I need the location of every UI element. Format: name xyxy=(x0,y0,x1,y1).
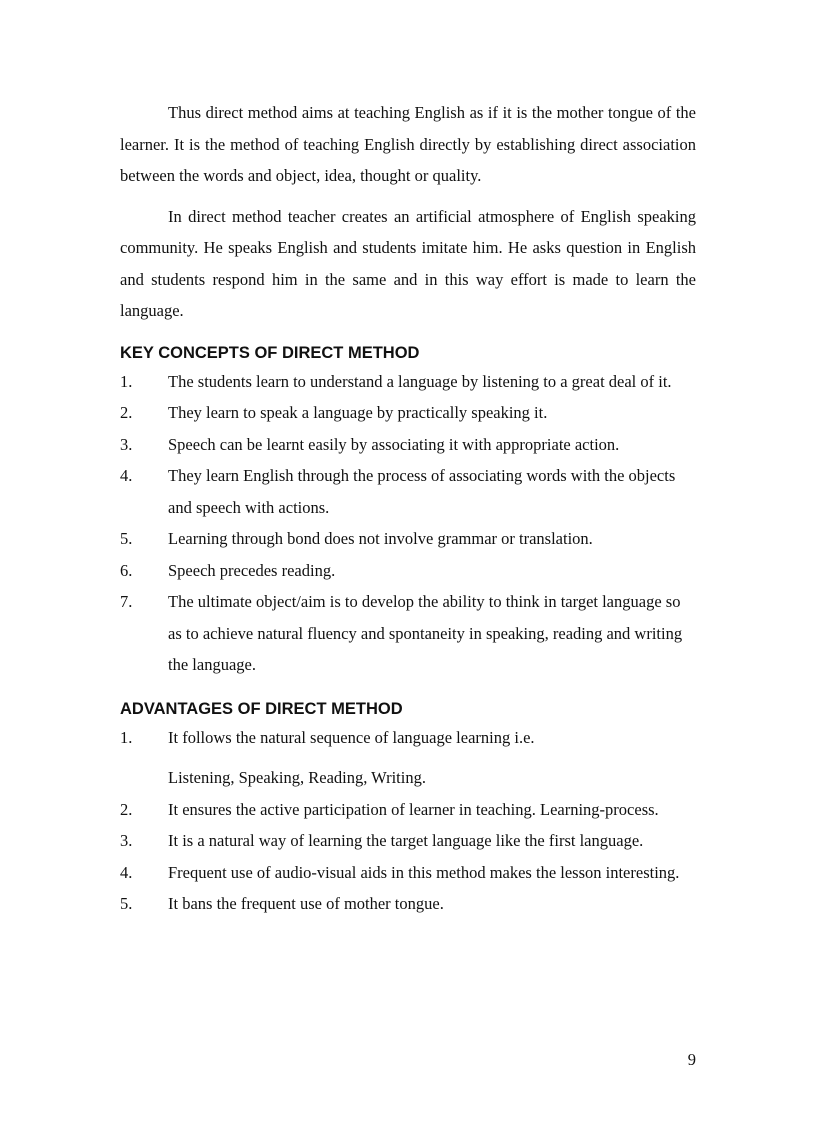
key-concepts-list xyxy=(120,366,696,681)
list-item-text: Speech precedes reading. xyxy=(168,560,336,580)
list-item-number: 6. xyxy=(120,560,133,580)
body-paragraph: In direct method teacher creates an artificial atmosphere of English speaking community. He speaks English and students imitate him. He asks question in English and students respond him in the same and in this way effort is made to learn the language. xyxy=(120,206,696,320)
list-item-text: Frequent use of audio-visual aids in this method makes the lesson interesting. xyxy=(168,862,680,882)
body-paragraph: Thus direct method aims at teaching English as if it is the mother tongue of the learner. It is the method of teaching English directly by establishing direct association between the words and object, idea, thought or quality. xyxy=(120,103,696,185)
list-item xyxy=(120,366,696,398)
list-item-text: Speech can be learnt easily by associating it with appropriate action. xyxy=(168,434,620,454)
list-item xyxy=(120,794,696,826)
list-item-subtext: Listening, Speaking, Reading, Writing. xyxy=(168,768,426,787)
list-item-text: It is a natural way of learning the target language like the first language. xyxy=(168,831,644,850)
section-heading-advantages: ADVANTAGES OF DIRECT METHOD xyxy=(120,699,403,718)
list-item-number: 3. xyxy=(120,831,133,850)
list-item-text: The students learn to understand a language by listening to a great deal of it. xyxy=(168,371,672,391)
document-page xyxy=(120,97,696,920)
list-item-number: 2. xyxy=(120,799,133,819)
list-item xyxy=(120,555,696,587)
list-item-number: 2. xyxy=(120,403,133,422)
list-item-text: It bans the frequent use of mother tongue. xyxy=(168,894,444,913)
list-item-number: 4. xyxy=(120,466,133,485)
list-item-text-group xyxy=(168,722,688,794)
list-item-number: 4. xyxy=(120,862,133,882)
advantages-list xyxy=(120,722,696,920)
list-item-number: 3. xyxy=(120,434,133,454)
list-item xyxy=(120,888,696,920)
list-item-text: The ultimate object/aim is to develop the ability to think in target language so as to achieve natural fluency and spontaneity in speaking, reading and writing the language. xyxy=(168,592,683,674)
list-item-number: 5. xyxy=(120,529,133,548)
list-item xyxy=(120,523,696,555)
list-item xyxy=(120,825,696,857)
list-item-text: It ensures the active participation of learner in teaching. Learning-process. xyxy=(168,799,659,819)
list-item xyxy=(120,460,696,523)
list-item xyxy=(120,586,696,681)
list-item-text: It follows the natural sequence of language learning i.e. xyxy=(168,727,535,747)
list-item xyxy=(120,857,696,889)
list-item xyxy=(120,722,696,794)
list-item xyxy=(120,397,696,429)
section-heading-key-concepts: KEY CONCEPTS OF DIRECT METHOD xyxy=(120,343,420,362)
list-item-text: Learning through bond does not involve grammar or translation. xyxy=(168,529,593,548)
list-item-number: 1. xyxy=(120,371,133,391)
page-number: 9 xyxy=(687,1050,696,1069)
list-item xyxy=(120,429,696,461)
list-item-number: 7. xyxy=(120,592,133,611)
list-item-number: 1. xyxy=(120,727,133,747)
list-item-text: They learn English through the process of associating words with the objects and speech with actions. xyxy=(168,466,676,517)
list-item-number: 5. xyxy=(120,894,133,913)
list-item-text: They learn to speak a language by practically speaking it. xyxy=(168,403,548,422)
